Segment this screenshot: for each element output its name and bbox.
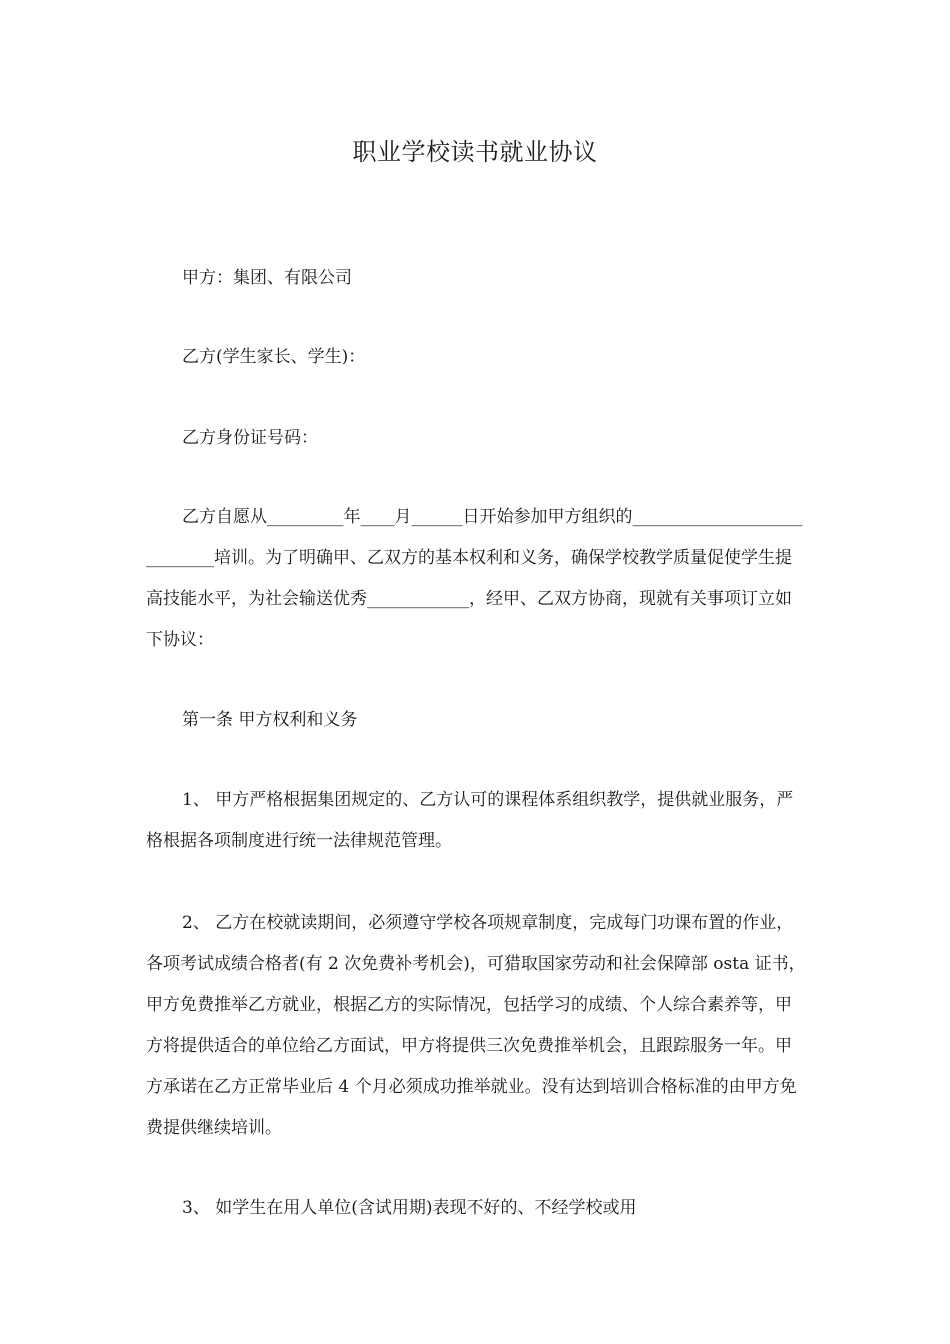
document-title: 职业学校读书就业协议	[352, 138, 598, 166]
clause-3: 3、 如学生在用人单位(含试用期)表现不好的、不经学校或用	[182, 1198, 637, 1218]
party-a-line: 甲方：集团、有限公司	[182, 268, 352, 288]
party-b-id-line: 乙方身份证号码：	[182, 428, 318, 448]
clause-2: 2、 乙方在校就读期间，必须遵守学校各项规章制度，完成每门功课布置的作业，各项考试成绩合格者(有 2 次免费补考机会)，可猎取国家劳动和社会保障部 osta 证书，甲方免费推举乙方就业，根据乙方的实际情况，包括学习的成绩、个人综合素养等，甲方将提供适合的单位给乙方面试，甲方将提供三次免费推举机会，且跟踪服务一年。甲方承诺在乙方正常毕业后 4 个月必须成功推举就业。没有达到培训合格标准的由甲方免费提供继续培训。	[146, 913, 806, 1138]
preamble-paragraph: 乙方自愿从_________年____月______日开始参加甲方组织的____________________________培训。为了明确甲、乙双方的基本权利和义务，确保学校教学质量促使学生提高技能水平，为社会输送优秀____________，经甲、乙双方协商，现就有关事项订立如下协议：	[146, 507, 803, 650]
clause-1: 1、 甲方严格根据集团规定的、乙方认可的课程体系组织教学，提供就业服务，严格根据各项制度进行统一法律规范管理。	[146, 790, 794, 851]
article-one-heading: 第一条 甲方权利和义务	[182, 710, 358, 730]
party-b-line: 乙方(学生家长、学生)：	[182, 347, 366, 367]
